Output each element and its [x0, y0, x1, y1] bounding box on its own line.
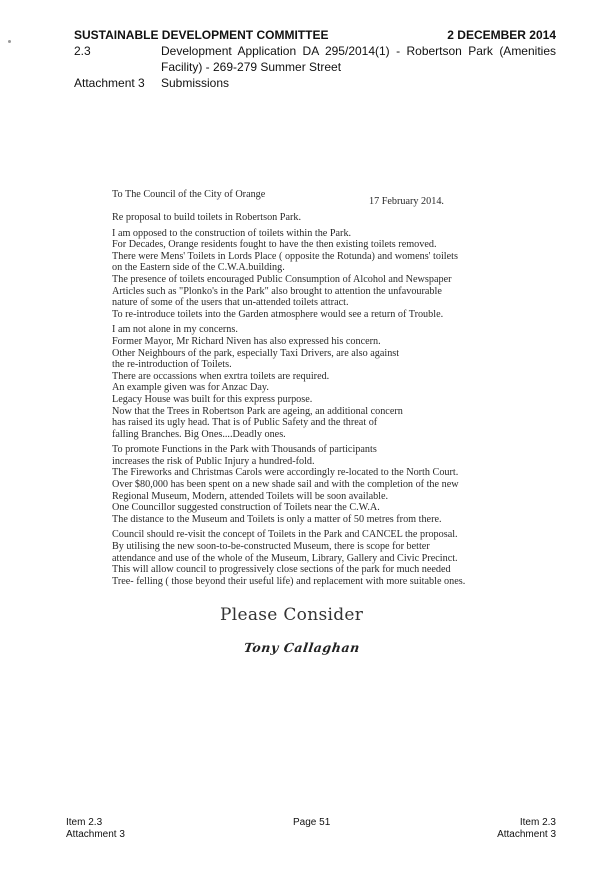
letter-line: Legacy House was built for this express purpose. [112, 393, 313, 405]
attachment-title: Submissions [161, 76, 230, 90]
letter-line: Now that the Trees in Robertson Park are ageing, an additional concern [112, 405, 403, 417]
letter-line: An example given was for Anzac Day. [112, 382, 269, 394]
letter-line: has raised its ugly head. That is of Public Safety and the threat of [112, 417, 378, 429]
letter-line: attendance and use of the whole of the Museum, Library, Gallery and Civic Precinct. [112, 552, 458, 564]
letter-line: Regional Museum, Modern, attended Toilets will be soon available. [112, 490, 389, 502]
letter-line: There were Mens' Toilets in Lords Place ( opposite the Rotunda) and womens' toilets [112, 250, 458, 262]
letter-line: By utilising the new soon-to-be-constructed Museum, there is scope for better [112, 541, 430, 553]
letter-line: For Decades, Orange residents fought to have the then existing toilets removed. [112, 239, 437, 251]
letter-paragraph [112, 324, 532, 440]
scan-speck [8, 40, 11, 43]
letter-line: increases the risk of Public Injury a hundred-fold. [112, 455, 315, 467]
letter-line: falling Branches. Big Ones....Deadly ones. [112, 428, 286, 440]
letter-line: The Fireworks and Christmas Carols were accordingly re-located to the North Court. [112, 467, 459, 479]
letter-line: nature of some of the users that un-attended toilets attract. [112, 297, 349, 309]
letter-line: Former Mayor, Mr Richard Niven has also expressed his concern. [112, 335, 381, 347]
item-title-line2: Facility) - 269-279 Summer Street [161, 60, 342, 74]
letter-line: To promote Functions in the Park with Thousands of participants [112, 444, 377, 456]
item-number: 2.3 [74, 44, 91, 58]
letter-line: The distance to the Museum and Toilets is only a matter of 50 metres from there. [112, 513, 442, 525]
letter-line: Over $80,000 has been spent on a new shade sail and with the completion of the new [112, 479, 459, 491]
letter-line: on the Eastern side of the C.W.A.building. [112, 262, 285, 274]
letter-line: Council should re-visit the concept of Toilets in the Park and CANCEL the proposal. [112, 529, 458, 541]
footer-left-item: Item 2.3 [66, 817, 103, 828]
letter-line: Articles such as "Plonko's in the Park" also brought to attention the unfavourable [112, 285, 442, 297]
letter-line: I am opposed to the construction of toilets within the Park. [112, 227, 352, 239]
closing-please-consider: Please Consider [220, 605, 364, 625]
attachment-label: Attachment 3 [74, 76, 145, 90]
letter-paragraph [112, 228, 532, 321]
letter-line: This will allow council to progressively close sections of the park for much needed [112, 564, 451, 576]
letter-line: One Councillor suggested construction of Toilets near the C.W.A. [112, 502, 380, 514]
letter-date: 17 February 2014. [369, 196, 444, 207]
letter-line: To re-introduce toilets into the Garden atmosphere would see a return of Trouble. [112, 308, 444, 320]
page-number: Page 51 [293, 817, 331, 828]
signature: Tony Callaghan [242, 640, 362, 655]
letter-line: Other Neighbours of the park, especially Taxi Drivers, are also against [112, 347, 400, 359]
footer-right-item: Item 2.3 [519, 817, 556, 828]
letter-paragraph [112, 444, 532, 525]
letter-line: Tree- felling ( those beyond their useful life) and replacement with more suitable ones. [112, 575, 466, 587]
letter-line: The presence of toilets encouraged Public Consumption of Alcohol and Newspaper [112, 273, 452, 285]
footer-right-attachment: Attachment 3 [497, 829, 556, 840]
letter-line: I am not alone in my concerns. [112, 324, 238, 336]
letter-paragraph [112, 529, 532, 587]
footer-right [497, 817, 556, 841]
item-title-line1: Development Application DA 295/2014(1) - Robertson Park (Amenities [161, 44, 556, 58]
committee-title: SUSTAINABLE DEVELOPMENT COMMITTEE [74, 28, 329, 42]
footer-left-attachment: Attachment 3 [66, 829, 125, 840]
letter-line: There are occassions when exrtra toilets are required. [112, 370, 330, 382]
letter-paragraph [112, 212, 532, 224]
letter-body [112, 212, 532, 591]
meeting-date: 2 DECEMBER 2014 [447, 28, 556, 42]
letter-line: Re proposal to build toilets in Robertson Park. [112, 212, 302, 223]
footer-left [66, 817, 125, 841]
letter-addressee: To The Council of the City of Orange [112, 189, 266, 200]
letter-line: the re-introduction of Toilets. [112, 359, 232, 371]
